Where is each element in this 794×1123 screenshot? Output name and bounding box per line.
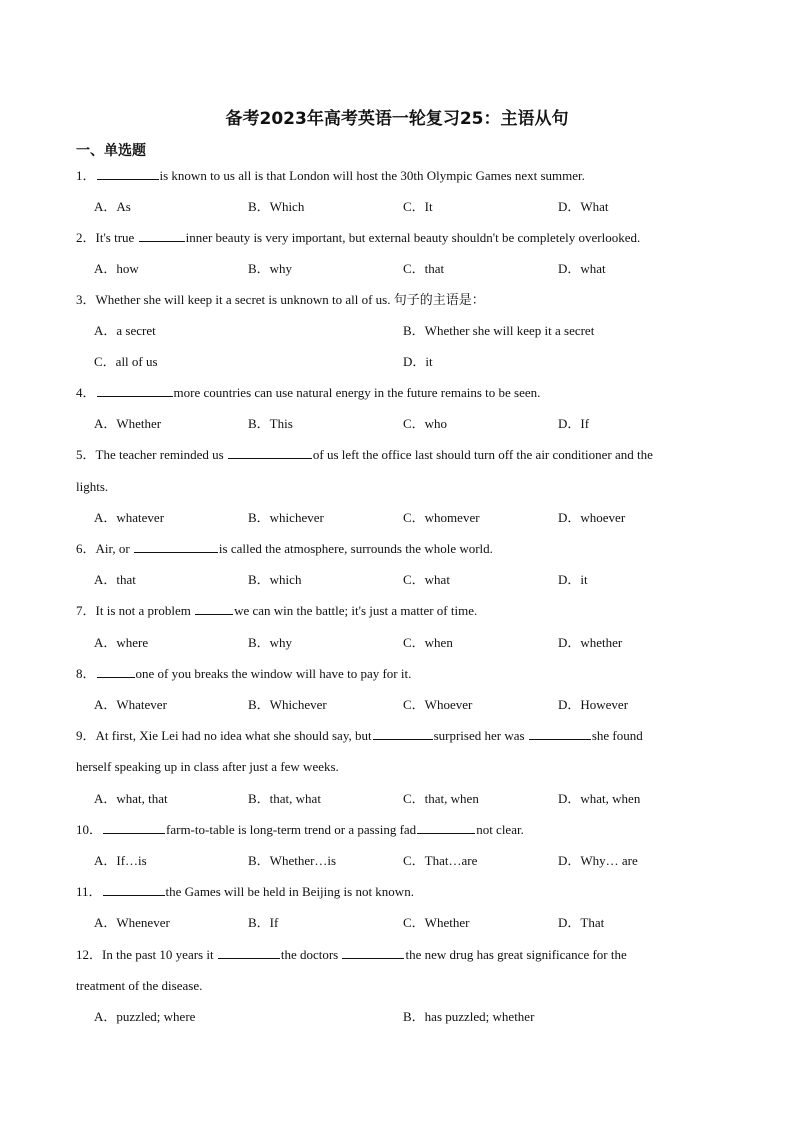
answer-option[interactable]: A．Whenever	[94, 915, 170, 930]
option-row	[94, 564, 714, 595]
question-stem	[76, 222, 716, 253]
question-stem	[76, 658, 716, 689]
question-number: 4．	[76, 385, 96, 400]
question-number: 8．	[76, 666, 96, 681]
question-number: 1．	[76, 168, 96, 183]
answer-option[interactable]: C．that, when	[403, 791, 479, 806]
question-number: 12．	[76, 947, 103, 962]
question-stem	[76, 533, 716, 564]
option-row	[94, 315, 714, 346]
answer-option[interactable]: D．whoever	[558, 510, 626, 525]
answer-blank	[417, 821, 475, 834]
answer-option[interactable]: D．it	[403, 354, 433, 369]
answer-option[interactable]: C．all of us	[94, 354, 158, 369]
answer-blank	[134, 540, 218, 553]
answer-blank	[342, 946, 404, 959]
option-row	[94, 191, 714, 222]
option-row	[94, 907, 714, 938]
answer-blank	[228, 446, 312, 459]
answer-option[interactable]: D．whether	[558, 635, 623, 650]
question-text: the Games will be held in Beijing is not known.	[165, 884, 414, 899]
question-stem	[76, 284, 716, 315]
question-text: surprised her was	[433, 728, 528, 743]
answer-option[interactable]: C．whomever	[403, 510, 480, 525]
answer-option[interactable]: A．As	[94, 199, 131, 214]
question-text: It is not a problem	[95, 603, 195, 618]
answer-option[interactable]: C．what	[403, 572, 450, 587]
question-text: At first, Xie Lei had no idea what she should say, but	[95, 728, 372, 743]
answer-option[interactable]: D．That	[558, 915, 605, 930]
answer-option[interactable]: A．If…is	[94, 853, 147, 868]
option-row	[94, 783, 714, 814]
question-stem	[76, 720, 716, 751]
answer-blank	[103, 821, 165, 834]
question-stem-continued	[76, 751, 716, 782]
option-row	[94, 1001, 714, 1032]
page-title: 备考2023年高考英语一轮复习25：主语从句	[225, 109, 569, 129]
question-text: the new drug has great significance for the	[405, 947, 627, 962]
option-row	[94, 845, 714, 876]
answer-option[interactable]: D．However	[558, 697, 629, 712]
answer-blank	[218, 946, 280, 959]
question-text: of us left the office last should turn off the air conditioner and the	[312, 447, 653, 462]
answer-blank	[97, 384, 173, 397]
question-text: she found	[591, 728, 643, 743]
question-text: treatment of the disease.	[76, 978, 203, 993]
option-row	[94, 689, 714, 720]
question-text: farm-to-table is long-term trend or a passing fad	[166, 822, 417, 837]
question-stem-continued	[76, 471, 716, 502]
answer-option[interactable]: D．Why… are	[558, 853, 638, 868]
question-stem	[76, 814, 716, 845]
question-text: the doctors	[280, 947, 342, 962]
answer-option[interactable]: A．whatever	[94, 510, 165, 525]
answer-option[interactable]: B．why	[248, 635, 293, 650]
answer-option[interactable]: D．what, when	[558, 791, 641, 806]
question-text: not clear.	[476, 822, 524, 837]
answer-blank	[139, 229, 185, 242]
answer-blank	[529, 727, 591, 740]
question-text: we can win the battle; it's just a matter of time.	[234, 603, 478, 618]
question-stem	[76, 439, 716, 470]
section-heading: 一、单选题	[76, 143, 146, 159]
option-row	[94, 253, 714, 284]
answer-option[interactable]: C．Whether	[403, 915, 470, 930]
question-number: 3．	[76, 292, 96, 307]
answer-option[interactable]: A．Whether	[94, 416, 162, 431]
question-text: more countries can use natural energy in the future remains to be seen.	[173, 385, 541, 400]
answer-option[interactable]: D．What	[558, 199, 609, 214]
option-row	[94, 346, 714, 377]
answer-option[interactable]: C．It	[403, 199, 433, 214]
question-stem	[76, 160, 716, 191]
question-text: It's true	[95, 230, 138, 245]
answer-blank	[97, 167, 159, 180]
question-text: one of you breaks the window will have to pay for it.	[135, 666, 412, 681]
question-text: Air, or	[95, 541, 133, 556]
answer-option[interactable]: B．has puzzled; whether	[403, 1009, 535, 1024]
answer-option[interactable]: A．what, that	[94, 791, 168, 806]
answer-option[interactable]: A．where	[94, 635, 149, 650]
answer-option[interactable]: A．that	[94, 572, 136, 587]
answer-blank	[373, 727, 433, 740]
answer-option[interactable]: D．it	[558, 572, 588, 587]
question-text: is known to us all is that London will host the 30th Olympic Games next summer.	[159, 168, 585, 183]
answer-option[interactable]: B．This	[248, 416, 293, 431]
answer-option[interactable]: C．who	[403, 416, 448, 431]
answer-option[interactable]: C．that	[403, 261, 445, 276]
question-stem	[76, 377, 716, 408]
answer-blank	[103, 883, 165, 896]
question-text: is called the atmosphere, surrounds the whole world.	[218, 541, 493, 556]
question-text: lights.	[76, 479, 109, 494]
question-stem	[76, 939, 716, 970]
answer-option[interactable]: B．that, what	[248, 791, 321, 806]
answer-option[interactable]: C．when	[403, 635, 453, 650]
answer-option[interactable]: B．whichever	[248, 510, 324, 525]
question-text: inner beauty is very important, but external beauty shouldn't be completely overlooked.	[185, 230, 641, 245]
answer-option[interactable]: A．how	[94, 261, 139, 276]
answer-blank	[97, 665, 135, 678]
question-text: In the past 10 years it	[102, 947, 217, 962]
answer-option[interactable]: D．If	[558, 416, 590, 431]
question-stem	[76, 876, 716, 907]
answer-option[interactable]: C．Whoever	[403, 697, 473, 712]
answer-option[interactable]: A．a secret	[94, 323, 156, 338]
option-row	[94, 502, 714, 533]
answer-option[interactable]: C．That…are	[403, 853, 478, 868]
question-stem	[76, 595, 716, 626]
answer-option[interactable]: B．Whether she will keep it a secret	[403, 323, 595, 338]
answer-option[interactable]: B．Which	[248, 199, 305, 214]
answer-blank	[195, 602, 233, 615]
answer-option[interactable]: B．why	[248, 261, 293, 276]
answer-option[interactable]: B．Whichever	[248, 697, 327, 712]
question-number: 7．	[76, 603, 96, 618]
question-number: 6．	[76, 541, 96, 556]
question-number: 11．	[76, 884, 102, 899]
answer-option[interactable]: B．Whether…is	[248, 853, 337, 868]
answer-option[interactable]: A．puzzled; where	[94, 1009, 196, 1024]
answer-option[interactable]: B．which	[248, 572, 302, 587]
question-number: 9．	[76, 728, 96, 743]
question-stem-continued	[76, 970, 716, 1001]
option-row	[94, 627, 714, 658]
question-text: Whether she will keep it a secret is unknown to all of us. 句子的主语是：	[95, 292, 485, 307]
answer-option[interactable]: B．If	[248, 915, 279, 930]
question-number: 5．	[76, 447, 96, 462]
answer-option[interactable]: D．what	[558, 261, 606, 276]
question-text: The teacher reminded us	[95, 447, 227, 462]
option-row	[94, 408, 714, 439]
question-number: 2．	[76, 230, 96, 245]
question-number: 10．	[76, 822, 103, 837]
question-text: herself speaking up in class after just a few weeks.	[76, 759, 339, 774]
answer-option[interactable]: A．Whatever	[94, 697, 167, 712]
